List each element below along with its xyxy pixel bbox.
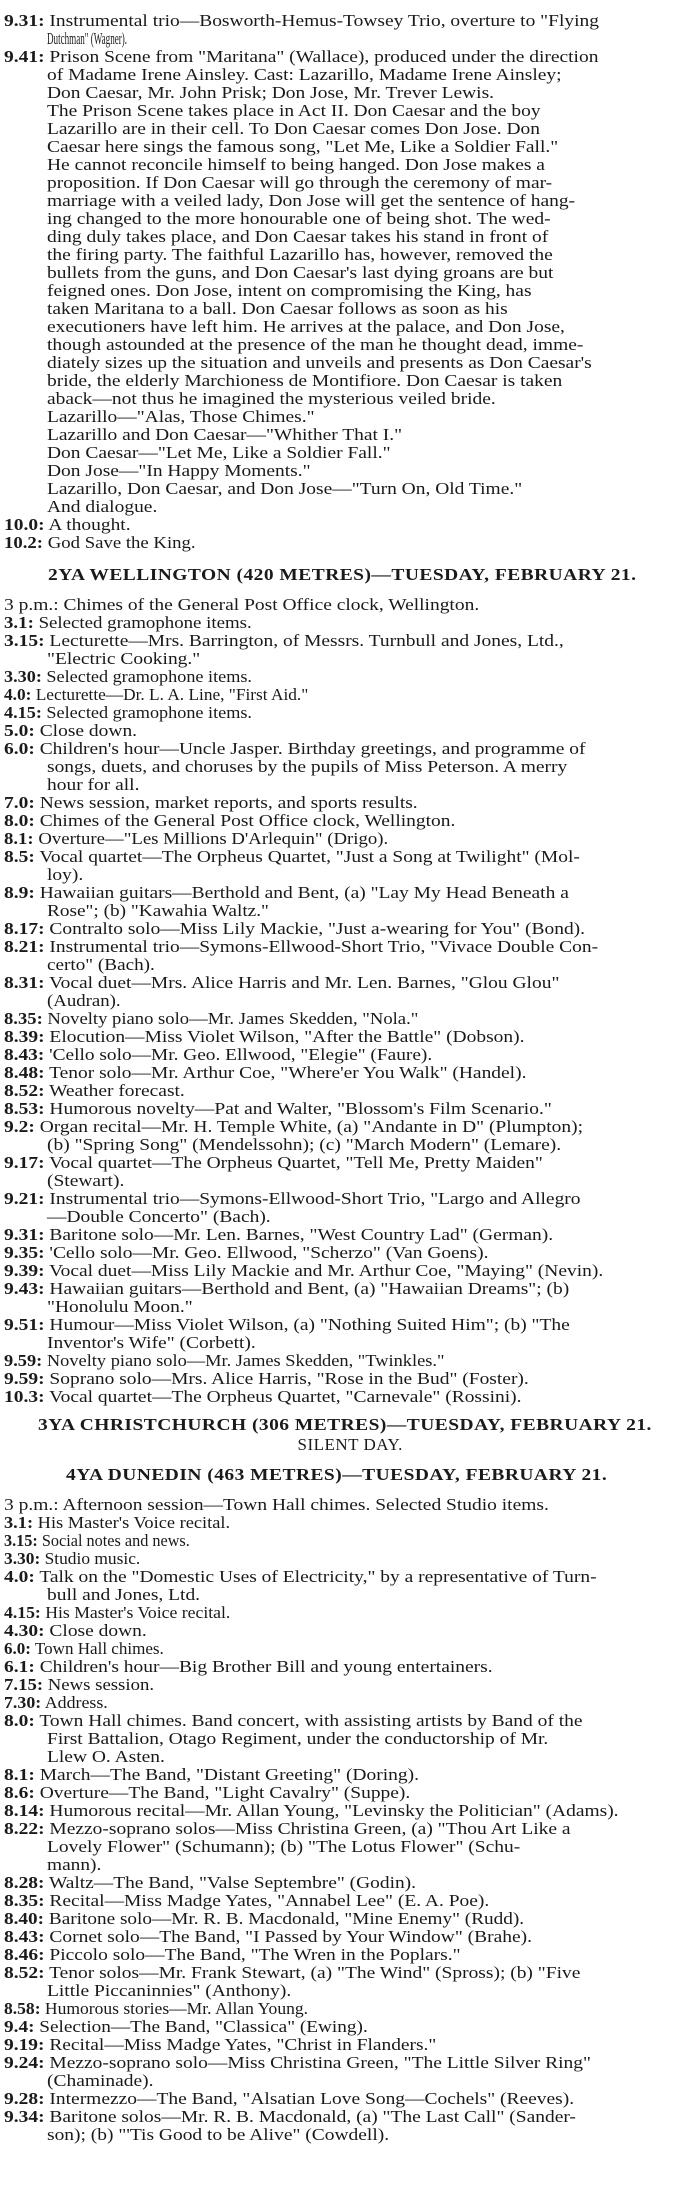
program-line <box>4 1028 524 1046</box>
program-line <box>47 1136 561 1154</box>
program-line <box>47 956 155 974</box>
line-text: Recital—Miss Madge Yates, "Annabel Lee" (E. A. Poe). <box>49 1891 490 1910</box>
line-text: Vocal quartet—The Orpheus Quartet, "Just a Song at Twilight" (Mol- <box>39 847 580 866</box>
line-text: First Battalion, Otago Regiment, under the conductorship of Mr. <box>47 1729 549 1748</box>
program-line <box>4 920 585 938</box>
program-line <box>47 2072 154 2090</box>
line-text: Hawaiian guitars—Berthold and Bent, (a) "Hawaiian Dreams"; (b) <box>49 1279 570 1298</box>
time-label: 3.30: <box>4 1549 41 1568</box>
time-label: 8.14: <box>4 1801 45 1820</box>
program-line <box>4 1550 140 1568</box>
line-text: Lazarillo are in their cell. To Don Caesar comes Don Jose. Don <box>47 119 541 138</box>
program-line <box>47 1208 271 1226</box>
time-label: 8.46: <box>4 1945 45 1964</box>
program-line <box>47 866 83 884</box>
time-label: 8.6: <box>4 1783 35 1802</box>
program-line <box>47 192 575 210</box>
program-line <box>4 1568 597 1586</box>
time-label: 10.0: <box>4 515 45 534</box>
time-label: 9.34: <box>4 2107 45 2126</box>
program-line <box>4 1928 532 1946</box>
time-label: 8.35: <box>4 1009 43 1028</box>
line-text: ing changed to the more honourable one of being shot. The wed- <box>47 209 551 228</box>
program-line <box>4 1784 410 1802</box>
line-text: March—The Band, "Distant Greeting" (Doring). <box>39 1765 419 1784</box>
line-text: Piccolo solo—The Band, "The Wren in the Poplars." <box>49 1945 461 1964</box>
program-line <box>4 938 598 956</box>
program-line <box>47 246 553 264</box>
program-line <box>4 1154 543 1172</box>
line-text: Lovely Flower" (Schumann); (b) "The Lotus Flower" (Schu- <box>47 1837 521 1856</box>
time-label: 9.35: <box>4 1243 45 1262</box>
line-text: Close down. <box>49 1621 147 1640</box>
line-text: Lazarillo, Don Caesar, and Don Jose—"Turn On, Old Time." <box>47 479 523 498</box>
line-text: 4YA DUNEDIN (463 METRES)—TUESDAY, FEBRUARY 21. <box>66 1465 608 1484</box>
time-label: 8.43: <box>4 1927 45 1946</box>
line-text: Studio music. <box>44 1549 141 1568</box>
time-label: 8.43: <box>4 1045 45 1064</box>
program-line <box>47 1838 520 1856</box>
program-line <box>4 1064 526 1082</box>
line-text: Children's hour—Big Brother Bill and young entertainers. <box>39 1657 493 1676</box>
line-text: bride, the elderly Marchioness de Montifiore. Don Caesar is taken <box>47 371 563 390</box>
line-text: Humorous stories—Mr. Allan Young. <box>44 1999 309 2018</box>
line-text: Instrumental trio—Symons-Ellwood-Short Trio, "Vivace Double Con- <box>49 937 599 956</box>
line-text: taken Maritana to a ball. Don Caesar follows as soon as his <box>47 299 508 318</box>
time-label: 8.17: <box>4 919 45 938</box>
program-line <box>47 1748 165 1766</box>
time-label: 8.58: <box>4 1999 41 2018</box>
line-text: Selected gramophone items. <box>46 703 252 722</box>
line-text: ding duly takes place, and Don Caesar takes his stand in front of <box>47 227 549 246</box>
line-text: 3 p.m.: Afternoon session—Town Hall chimes. Selected Studio items. <box>4 1495 549 1514</box>
station-heading <box>48 566 636 584</box>
time-label: 3.15: <box>4 631 45 650</box>
line-text: Soprano solo—Mrs. Alice Harris, "Rose in the Bud" (Foster). <box>49 1369 529 1388</box>
program-line <box>4 1874 416 1892</box>
line-text: (Stewart). <box>47 1171 125 1190</box>
program-line <box>4 1010 418 1028</box>
time-label: 8.21: <box>4 937 45 956</box>
line-text: feigned ones. Don Jose, intent on compromising the King, has <box>47 281 532 300</box>
line-text: Cornet solo—The Band, "I Passed by Your Window" (Brahe). <box>49 1927 532 1946</box>
line-text: Rose"; (b) "Kawahia Waltz." <box>47 901 269 920</box>
line-text: certo" (Bach). <box>47 955 155 974</box>
program-line <box>4 1910 524 1928</box>
program-line <box>4 1280 569 1298</box>
line-text: Caesar here sings the famous song, "Let Me, Like a Soldier Fall." <box>47 137 559 156</box>
time-label: 9.59: <box>4 1369 45 1388</box>
program-line <box>47 354 592 372</box>
line-text: 2YA WELLINGTON (420 METRES)—TUESDAY, FEBRUARY 21. <box>48 565 637 584</box>
program-line <box>4 2036 436 2054</box>
time-label: 8.9: <box>4 883 35 902</box>
time-label: 8.53: <box>4 1099 45 1118</box>
program-line <box>47 758 567 776</box>
program-line <box>4 1802 619 1820</box>
program-line <box>47 30 127 48</box>
line-text: mann). <box>47 1855 102 1874</box>
line-text: Selected gramophone items. <box>46 667 252 686</box>
time-label: 8.35: <box>4 1891 45 1910</box>
line-text: Don Caesar, Mr. John Prisk; Don Jose, Mr. Trever Lewis. <box>47 83 495 102</box>
time-label: 5.0: <box>4 721 35 740</box>
program-line <box>47 318 565 336</box>
line-text: Little Piccaninnies" (Anthony). <box>47 1981 292 2000</box>
program-line <box>47 300 508 318</box>
line-text: Humorous recital—Mr. Allan Young, "Levinsky the Politician" (Adams). <box>49 1801 619 1820</box>
program-line <box>47 66 562 84</box>
time-label: 8.0: <box>4 811 35 830</box>
program-line <box>4 1352 444 1370</box>
program-line <box>4 722 137 740</box>
program-line <box>4 632 564 650</box>
program-line <box>4 1316 570 1334</box>
program-line <box>4 1262 603 1280</box>
line-text: Lecturette—Dr. L. A. Line, "First Aid." <box>35 685 309 704</box>
line-text: Lazarillo and Don Caesar—"Whither That I." <box>47 425 403 444</box>
program-line <box>4 884 569 902</box>
line-text: hour for all. <box>47 775 140 794</box>
line-text: Intermezzo—The Band, "Alsatian Love Song—Cochels" (Reeves). <box>49 2089 575 2108</box>
time-label: 8.0: <box>4 1711 35 1730</box>
time-label: 8.52: <box>4 1963 45 1982</box>
line-text: Vocal quartet—The Orpheus Quartet, "Carnevale" (Rossini). <box>49 1387 522 1406</box>
program-line <box>4 1514 230 1532</box>
line-text: diately sizes up the situation and unveils and presents as Don Caesar's <box>47 353 592 372</box>
program-line <box>47 1586 200 1604</box>
line-text: SILENT DAY. <box>297 1435 403 1454</box>
silent-day-note <box>298 1436 403 1454</box>
line-text: 'Cello solo—Mr. Geo. Ellwood, "Elegie" (Faure). <box>49 1045 433 1064</box>
line-text: Don Caesar—"Let Me, Like a Soldier Fall." <box>47 443 391 462</box>
station-heading <box>66 1466 607 1484</box>
time-label: 4.0: <box>4 685 32 704</box>
program-line <box>47 2126 389 2144</box>
program-line <box>47 336 583 354</box>
line-text: 'Cello solo—Mr. Geo. Ellwood, "Scherzo" (Van Goens). <box>49 1243 489 1262</box>
line-text: His Master's Voice recital. <box>45 1603 231 1622</box>
line-text: Chimes of the General Post Office clock, Wellington. <box>39 811 456 830</box>
time-label: 7.30: <box>4 1693 42 1712</box>
line-text: Organ recital—Mr. H. Temple White, (a) "Andante in D" (Plumpton); <box>39 1117 584 1136</box>
program-line <box>4 1496 549 1514</box>
program-line <box>47 444 391 462</box>
line-text: Selection—The Band, "Classica" (Ewing). <box>39 2017 368 2036</box>
program-line <box>4 1622 147 1640</box>
time-label: 8.22: <box>4 1819 45 1838</box>
program-line <box>4 848 580 866</box>
program-line <box>47 992 121 1010</box>
line-text: Dutchman" (Wagner). <box>47 29 128 48</box>
time-label: 9.31: <box>4 11 45 30</box>
program-line <box>4 686 308 704</box>
line-text: Novelty piano solo—Mr. James Skedden, "Nola." <box>47 1009 419 1028</box>
time-label: 6.1: <box>4 1657 35 1676</box>
program-line <box>4 1820 571 1838</box>
program-line <box>4 2018 368 2036</box>
program-line <box>4 812 455 830</box>
line-text: songs, duets, and choruses by the pupils of Miss Peterson. A merry <box>47 757 568 776</box>
line-text: Tenor solo—Mr. Arthur Coe, "Where'er You Walk" (Handel). <box>49 1063 527 1082</box>
line-text: News session. <box>47 1675 155 1694</box>
program-line <box>47 1982 291 2000</box>
program-line <box>47 156 545 174</box>
line-text: Overture—"Les Millions D'Arlequin" (Drigo). <box>38 829 389 848</box>
line-text: The Prison Scene takes place in Act II. Don Caesar and the boy <box>47 101 541 120</box>
time-label: 9.21: <box>4 1189 45 1208</box>
line-text: Lazarillo—"Alas, Those Chimes." <box>47 407 315 426</box>
program-line <box>47 282 532 300</box>
time-label: 8.48: <box>4 1063 45 1082</box>
time-label: 4.15: <box>4 1603 41 1622</box>
program-line <box>47 210 551 228</box>
program-line <box>4 1190 581 1208</box>
program-line <box>4 614 252 632</box>
time-label: 6.0: <box>4 739 35 758</box>
line-text: Humour—Miss Violet Wilson, (a) "Nothing Suited Him"; (b) "The <box>49 1315 570 1334</box>
program-line <box>4 2054 591 2072</box>
time-label: 3.30: <box>4 667 42 686</box>
program-line <box>47 426 402 444</box>
program-line <box>47 372 562 390</box>
line-text: Town Hall chimes. <box>34 1639 164 1658</box>
line-text: Llew O. Asten. <box>47 1747 165 1766</box>
line-text: Instrumental trio—Bosworth-Hemus-Towsey Trio, overture to "Flying <box>49 11 599 30</box>
program-line <box>4 534 196 552</box>
program-line <box>4 12 599 30</box>
time-label: 9.51: <box>4 1315 45 1334</box>
time-label: 3.1: <box>4 1513 34 1532</box>
program-line <box>47 102 541 120</box>
program-line <box>4 1676 154 1694</box>
line-text: Close down. <box>39 721 138 740</box>
line-text: A thought. <box>48 515 131 534</box>
program-line <box>4 1388 521 1406</box>
line-text: (b) "Spring Song" (Mendelssohn); (c) "March Modern" (Lemare). <box>47 1135 562 1154</box>
line-text: His Master's Voice recital. <box>37 1513 231 1532</box>
line-text: Tenor solos—Mr. Frank Stewart, (a) "The Wind" (Spross); (b) "Five <box>49 1963 581 1982</box>
program-line <box>4 1370 529 1388</box>
time-label: 9.4: <box>4 2017 35 2036</box>
line-text: bullets from the guns, and Don Caesar's last dying groans are but <box>47 263 554 282</box>
time-label: 8.5: <box>4 847 35 866</box>
program-line <box>47 174 552 192</box>
time-label: 9.59: <box>4 1351 43 1370</box>
program-line <box>47 120 540 138</box>
line-text: marriage with a veiled lady, Don Jose will get the sentence of hang- <box>47 191 576 210</box>
time-label: 9.28: <box>4 2089 45 2108</box>
line-text: Novelty piano solo—Mr. James Skedden, "Twinkles." <box>46 1351 445 1370</box>
line-text: the firing party. The faithful Lazarillo has, however, removed the <box>47 245 553 264</box>
time-label: 8.52: <box>4 1081 45 1100</box>
program-line <box>4 668 252 686</box>
line-text: Vocal duet—Miss Lily Mackie and Mr. Arthur Coe, "Maying" (Nevin). <box>49 1261 604 1280</box>
line-text: Recital—Miss Madge Yates, "Christ in Flanders." <box>49 2035 437 2054</box>
program-line <box>47 1856 101 1874</box>
time-label: 10.3: <box>4 1387 45 1406</box>
line-text: Weather forecast. <box>49 1081 185 1100</box>
program-line <box>4 974 559 992</box>
line-text: Baritone solos—Mr. R. B. Macdonald, (a) "The Last Call" (Sander- <box>49 2107 576 2126</box>
program-line <box>4 1694 108 1712</box>
program-line <box>4 794 418 812</box>
program-line <box>4 1766 419 1784</box>
program-line <box>4 2090 574 2108</box>
time-label: 8.1: <box>4 1765 35 1784</box>
line-text: (Audran). <box>47 991 121 1010</box>
line-text: Baritone solo—Mr. Len. Barnes, "West Country Lad" (German). <box>49 1225 554 1244</box>
time-label: 9.39: <box>4 1261 45 1280</box>
line-text: executioners have left him. He arrives at the palace, and Don Jose, <box>47 317 565 336</box>
station-heading <box>38 1416 652 1434</box>
program-line <box>4 2000 308 2018</box>
line-text: Children's hour—Uncle Jasper. Birthday greetings, and programme of <box>39 739 586 758</box>
line-text: Contralto solo—Miss Lily Mackie, "Just a-wearing for You" (Bond). <box>49 919 586 938</box>
program-line <box>47 650 200 668</box>
line-text: Vocal quartet—The Orpheus Quartet, "Tell Me, Pretty Maiden" <box>49 1153 543 1172</box>
line-text: 3YA CHRISTCHURCH (306 METRES)—TUESDAY, FEBRUARY 21. <box>38 1415 652 1434</box>
program-line <box>47 776 139 794</box>
line-text: Vocal duet—Mrs. Alice Harris and Mr. Len. Barnes, "Glou Glou" <box>49 973 560 992</box>
program-line <box>47 462 311 480</box>
program-line <box>4 516 131 534</box>
program-line <box>4 1046 432 1064</box>
line-text: Mezzo-soprano solos—Miss Christina Green, (a) "Thou Art Like a <box>49 1819 571 1838</box>
line-text: Prison Scene from "Maritana" (Wallace), produced under the direction <box>49 47 599 66</box>
program-line <box>4 1892 489 1910</box>
line-text: And dialogue. <box>47 497 158 516</box>
program-line <box>4 48 598 66</box>
program-line <box>4 1946 461 1964</box>
time-label: 9.2: <box>4 1117 35 1136</box>
program-line <box>47 84 494 102</box>
line-text: God Save the King. <box>47 533 196 552</box>
program-line <box>4 1964 580 1982</box>
time-label: 8.40: <box>4 1909 45 1928</box>
time-label: 9.31: <box>4 1225 45 1244</box>
line-text: Social notes and news. <box>41 1531 190 1550</box>
line-text: Mezzo-soprano solo—Miss Christina Green, "The Little Silver Ring" <box>49 2053 591 2072</box>
line-text: Hawaiian guitars—Berthold and Bent, (a) "Lay My Head Beneath a <box>39 883 569 902</box>
time-label: 8.1: <box>4 829 34 848</box>
time-label: 9.41: <box>4 47 45 66</box>
line-text: proposition. If Don Caesar will go through the ceremony of mar- <box>47 173 553 192</box>
program-line <box>4 1118 583 1136</box>
line-text: Lecturette—Mrs. Barrington, of Messrs. Turnbull and Jones, Ltd., <box>49 631 564 650</box>
program-line <box>47 1334 256 1352</box>
program-line <box>47 408 315 426</box>
time-label: 3.1: <box>4 613 34 632</box>
line-text: Overture—The Band, "Light Cavalry" (Suppe). <box>39 1783 411 1802</box>
program-line <box>4 1082 185 1100</box>
program-line <box>47 264 553 282</box>
line-text: of Madame Irene Ainsley. Cast: Lazarillo, Madame Irene Ainsley; <box>47 65 562 84</box>
line-text: Town Hall chimes. Band concert, with assisting artists by Band of the <box>39 1711 583 1730</box>
line-text: —Double Concerto" (Bach). <box>47 1207 271 1226</box>
line-text: 3 p.m.: Chimes of the General Post Office clock, Wellington. <box>4 595 480 614</box>
time-label: 9.24: <box>4 2053 45 2072</box>
program-line <box>4 2108 576 2126</box>
program-line <box>47 902 269 920</box>
program-line <box>4 1226 553 1244</box>
program-line <box>4 1712 583 1730</box>
program-line <box>4 1604 230 1622</box>
time-label: 10.2: <box>4 533 44 552</box>
program-line <box>47 390 496 408</box>
line-text: Selected gramophone items. <box>38 613 252 632</box>
program-line <box>47 228 548 246</box>
program-line <box>4 740 586 758</box>
program-line <box>4 704 252 722</box>
time-label: 7.15: <box>4 1675 44 1694</box>
line-text: Elocution—Miss Violet Wilson, "After the Battle" (Dobson). <box>49 1027 525 1046</box>
line-text: (Chaminade). <box>47 2071 154 2090</box>
program-line <box>47 1298 193 1316</box>
line-text: "Honolulu Moon." <box>47 1297 193 1316</box>
line-text: News session, market reports, and sports results. <box>39 793 418 812</box>
time-label: 4.0: <box>4 1567 35 1586</box>
program-line <box>47 1172 124 1190</box>
time-label: 8.31: <box>4 973 45 992</box>
line-text: "Electric Cooking." <box>47 649 201 668</box>
program-line <box>4 1658 493 1676</box>
time-label: 9.19: <box>4 2035 45 2054</box>
time-label: 9.43: <box>4 1279 45 1298</box>
program-line <box>4 596 479 614</box>
line-text: Humorous novelty—Pat and Walter, "Blossom's Film Scenario." <box>49 1099 552 1118</box>
program-line <box>4 1640 164 1658</box>
line-text: Instrumental trio—Symons-Ellwood-Short Trio, "Largo and Allegro <box>49 1189 581 1208</box>
line-text: son); (b) "'Tis Good to be Alive" (Cowdell). <box>47 2125 390 2144</box>
time-label: 4.30: <box>4 1621 45 1640</box>
line-text: loy). <box>47 865 84 884</box>
line-text: though astounded at the presence of the man he thought dead, imme- <box>47 335 584 354</box>
line-text: bull and Jones, Ltd. <box>47 1585 201 1604</box>
time-label: 4.15: <box>4 703 42 722</box>
time-label: 3.15: <box>4 1531 38 1550</box>
line-text: Inventor's Wife" (Corbett). <box>47 1333 256 1352</box>
time-label: 9.17: <box>4 1153 45 1172</box>
line-text: Waltz—The Band, "Valse Septembre" (Godin). <box>48 1873 417 1892</box>
time-label: 8.39: <box>4 1027 45 1046</box>
time-label: 7.0: <box>4 793 35 812</box>
program-line <box>47 138 558 156</box>
line-text: Address. <box>44 1693 108 1712</box>
line-text: Don Jose—"In Happy Moments." <box>47 461 311 480</box>
program-line <box>47 498 157 516</box>
program-line <box>47 1730 548 1748</box>
program-line <box>4 1100 552 1118</box>
line-text: Talk on the "Domestic Uses of Electricity," by a representative of Turn- <box>39 1567 597 1586</box>
program-line <box>4 1244 488 1262</box>
line-text: Baritone solo—Mr. R. B. Macdonald, "Mine Enemy" (Rudd). <box>48 1909 525 1928</box>
line-text: He cannot reconcile himself to being hanged. Don Jose makes a <box>47 155 545 174</box>
line-text: aback—not thus he imagined the mysterious veiled bride. <box>47 389 496 408</box>
program-line <box>4 1532 190 1550</box>
program-line <box>4 830 388 848</box>
time-label: 6.0: <box>4 1639 31 1658</box>
program-line <box>47 480 522 498</box>
time-label: 8.28: <box>4 1873 45 1892</box>
